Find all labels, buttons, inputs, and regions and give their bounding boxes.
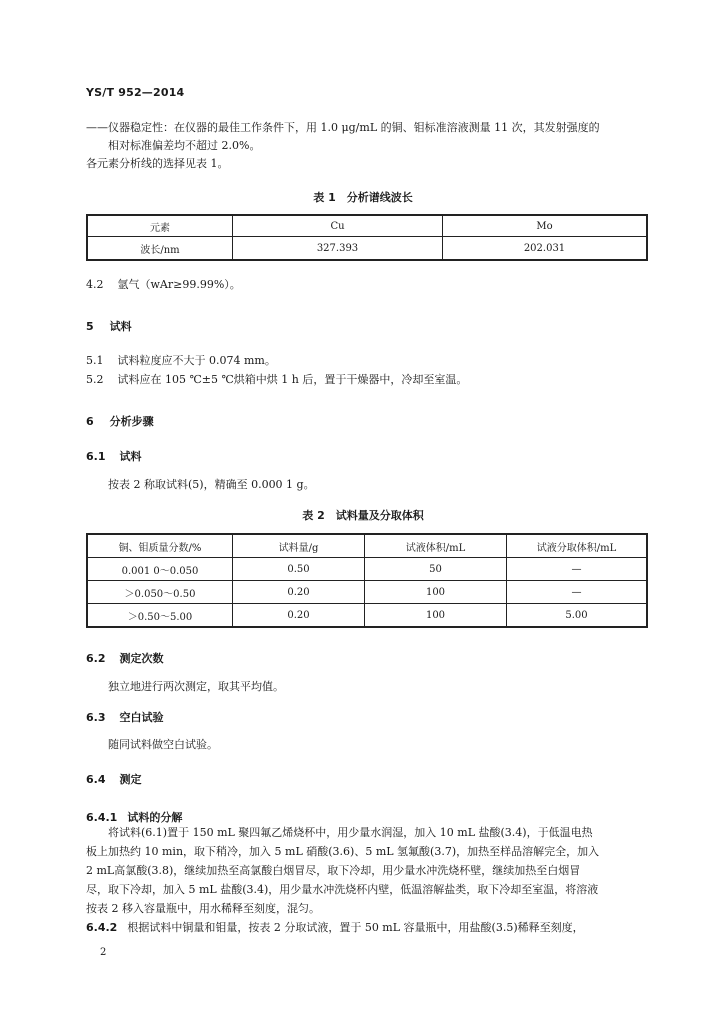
clause-5-2 (86, 373, 467, 387)
clause-number: 5.2 (86, 373, 104, 386)
table2-cell: 0.20 (233, 581, 365, 604)
table2-caption: 表 2 试料量及分取体积 (302, 509, 424, 522)
section-title: 试料 (109, 320, 132, 333)
table2-header-cell: 试料量/g (233, 534, 365, 558)
clause-text: 根据试料中铜量和钼量，按表 2 分取试液，置于 50 mL 容量瓶中，用盐酸(3.5)稀释至刻度， (127, 921, 584, 934)
dissolution-line-2: 板上加热约 10 min，取下稍冷，加入 5 mL 硝酸(3.6)、5 mL 氢氟酸(3.7)，加热至样品溶解完全，加入 (86, 845, 600, 858)
table2-cell: 50 (365, 558, 507, 581)
dissolution-line-5: 按表 2 移入容量瓶中，用水稀释至刻度，混匀。 (86, 902, 320, 915)
clause-6-4-2 (86, 921, 584, 935)
section-number: 6.2 (86, 652, 106, 665)
section-number: 6 (86, 415, 94, 428)
section-title: 试料的分解 (127, 811, 183, 824)
section-title: 空白试验 (119, 711, 164, 724)
section-6-2-heading (86, 650, 164, 666)
table1-cell: 波长/nm (87, 237, 233, 261)
table1 (86, 214, 648, 261)
section-number: 6.4 (86, 773, 106, 786)
section-number: 6.4.1 (86, 811, 118, 824)
section-title: 测定次数 (119, 652, 164, 665)
section-title: 测定 (119, 773, 142, 786)
table2-cell: — (507, 581, 648, 604)
analysis-line-note: 各元素分析线的选择见表 1。 (86, 157, 229, 170)
table2-cell: 0.001 0～0.050 (87, 558, 233, 581)
clause-number: 5.1 (86, 354, 104, 367)
section-title: 分析步骤 (109, 415, 154, 428)
clause-text: 氩气（wAr≥99.99%）。 (117, 278, 241, 291)
section-5-heading (86, 318, 132, 334)
table1-cell: 327.393 (233, 237, 443, 261)
table1-header-row (87, 215, 647, 237)
table1-caption: 表 1 分析谱线波长 (313, 191, 413, 204)
clause-6-1-text: 按表 2 称取试料(5)，精确至 0.000 1 g。 (108, 478, 315, 491)
table2-cell: 100 (365, 604, 507, 628)
section-6-1-heading (86, 448, 142, 464)
table2-header-cell: 铜、钼质量分数/% (87, 534, 233, 558)
table2-cell: 5.00 (507, 604, 648, 628)
clause-4-2 (86, 278, 241, 292)
table2-header-cell: 试液分取体积/mL (507, 534, 648, 558)
section-6-heading (86, 413, 154, 429)
dissolution-line-4: 尽，取下冷却，加入 5 mL 盐酸(3.4)，用少量水冲洗烧杯内壁，低温溶解盐类，取下冷却至室温，将溶液 (86, 883, 599, 896)
table2-cell: ＞0.50～5.00 (87, 604, 233, 628)
instrument-stability-line-1: ——仪器稳定性：在仪器的最佳工作条件下，用 1.0 μg/mL 的铜、钼标准溶液测量 11 次，其发射强度的 (86, 121, 600, 134)
section-number: 6.1 (86, 450, 106, 463)
section-number: 5 (86, 320, 94, 333)
table-row (87, 237, 647, 261)
table2-cell: 0.20 (233, 604, 365, 628)
instrument-stability-line-2: 相对标准偏差均不超过 2.0%。 (108, 139, 261, 152)
table2-cell: 0.50 (233, 558, 365, 581)
page-number: 2 (100, 947, 107, 958)
section-6-4-1-heading (86, 809, 182, 825)
clause-text: 试料粒度应不大于 0.074 mm。 (117, 354, 276, 367)
dissolution-line-1: 将试料(6.1)置于 150 mL 聚四氟乙烯烧杯中，用少量水润湿，加入 10 mL 盐酸(3.4)，于低温电热 (108, 826, 593, 839)
table2-cell: — (507, 558, 648, 581)
table2-header-row (87, 534, 647, 558)
table2-header-cell: 试液体积/mL (365, 534, 507, 558)
table-row (87, 581, 647, 604)
clause-number: 4.2 (86, 278, 104, 291)
table1-cell: 202.031 (443, 237, 648, 261)
table1-header-cell: Cu (233, 215, 443, 237)
table2-cell: 100 (365, 581, 507, 604)
clause-text: 试料应在 105 ℃±5 ℃烘箱中烘 1 h 后，置于干燥器中，冷却至室温。 (117, 373, 468, 386)
section-number: 6.3 (86, 711, 106, 724)
section-title: 试料 (119, 450, 142, 463)
standard-code: YS/T 952—2014 (86, 86, 185, 99)
section-6-4-heading (86, 771, 142, 787)
table1-header-cell: Mo (443, 215, 648, 237)
table1-header-cell: 元素 (87, 215, 233, 237)
table2-cell: ＞0.050～0.50 (87, 581, 233, 604)
clause-6-2-text: 独立地进行两次测定，取其平均值。 (108, 680, 284, 693)
table-row (87, 604, 647, 628)
table2 (86, 533, 648, 628)
table-row (87, 558, 647, 581)
clause-5-1 (86, 354, 276, 368)
section-number: 6.4.2 (86, 921, 118, 934)
section-6-3-heading (86, 709, 164, 725)
clause-6-3-text: 随同试料做空白试验。 (108, 738, 218, 751)
dissolution-line-3: 2 mL高氯酸(3.8)，继续加热至高氯酸白烟冒尽，取下冷却，用少量水冲洗烧杯壁，继续加热至白烟冒 (86, 864, 581, 877)
